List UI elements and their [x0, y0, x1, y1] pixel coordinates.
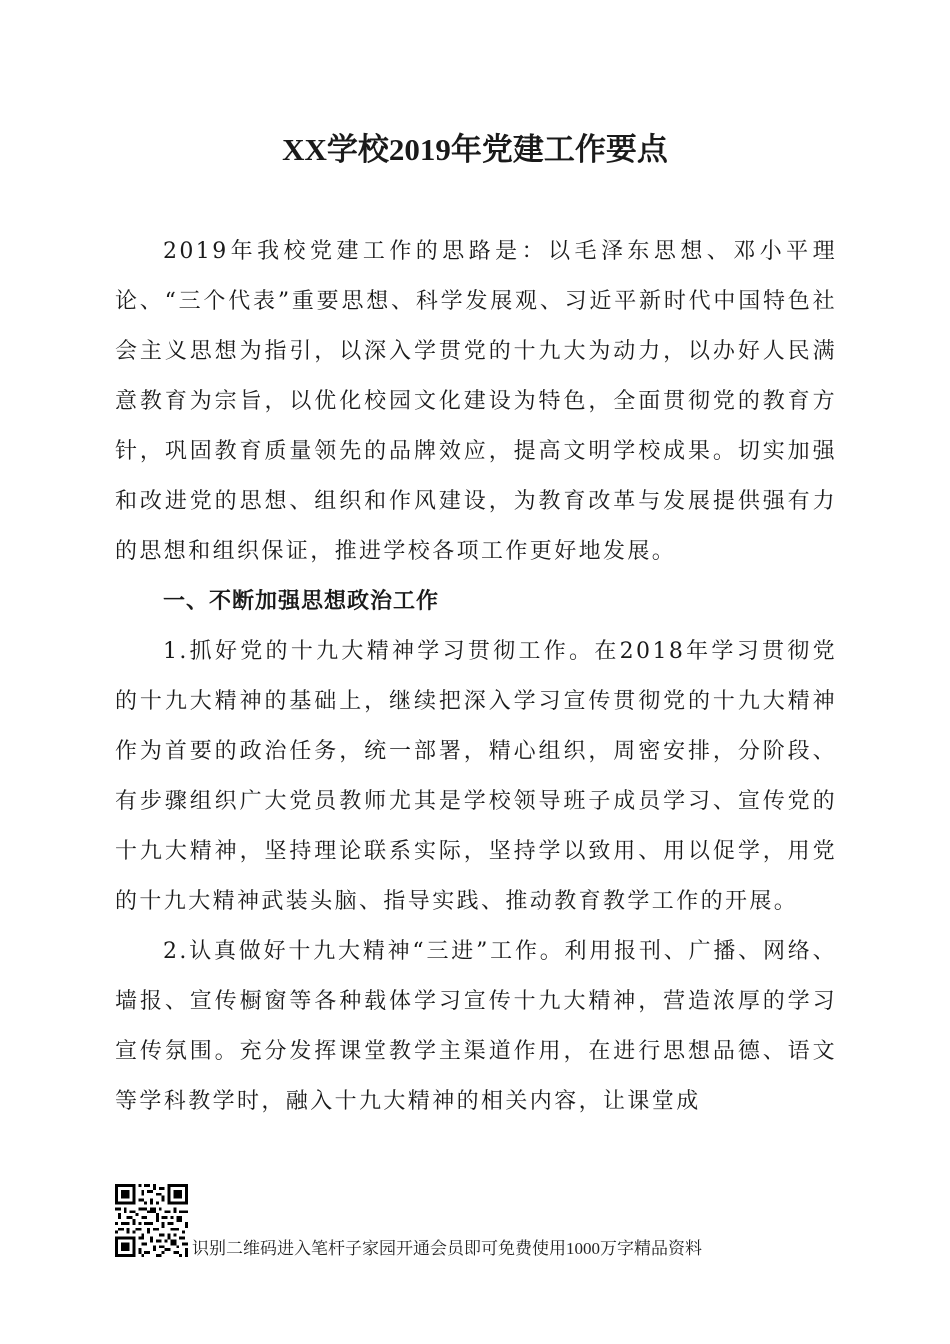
paragraph-item-1: 1.抓好党的十九大精神学习贯彻工作。在2018年学习贯彻党的十九大精神的基础上，继续把深入学习宣传贯彻党的十九大精神作为首要的政治任务，统一部署，精心组织，周密安排，分阶段、有步骤组织广大党员教师尤其是学校领导班子成员学习、宣传党的十九大精神，坚持理论联系实际，坚持学以致用、用以促学，用党的十九大精神武装头脑、指导实践、推动教育教学工作的开展。 [115, 639, 837, 914]
document-body [115, 227, 837, 1127]
intro-paragraph: 2019年我校党建工作的思路是：以毛泽东思想、邓小平理论、“三个代表”重要思想、科学发展观、习近平新时代中国特色社会主义思想为指引，以深入学贯党的十九大为动力，以办好人民满意教育为宗旨，以优化校园文化建设为特色，全面贯彻党的教育方针，巩固教育质量领先的品牌效应，提高文明学校成果。切实加强和改进党的思想、组织和作风建设，为教育改革与发展提供强有力的思想和组织保证，推进学校各项工作更好地发展。 [115, 239, 837, 564]
document-title: XX学校2019年党建工作要点 [282, 132, 668, 167]
footer-promo-text: 识别二维码进入笔杆子家园开通会员即可免费使用1000万字精品资料 [192, 1239, 702, 1258]
footer [115, 1184, 835, 1264]
paragraph-item-2: 2.认真做好十九大精神“三进”工作。利用报刊、广播、网络、墙报、宣传橱窗等各种载体学习宣传十九大精神，营造浓厚的学习宣传氛围。充分发挥课堂教学主渠道作用，在进行思想品德、语文等学科教学时，融入十九大精神的相关内容，让课堂成 [115, 939, 837, 1114]
qr-code-icon [115, 1184, 188, 1257]
section-heading-1: 一、不断加强思想政治工作 [163, 589, 440, 614]
